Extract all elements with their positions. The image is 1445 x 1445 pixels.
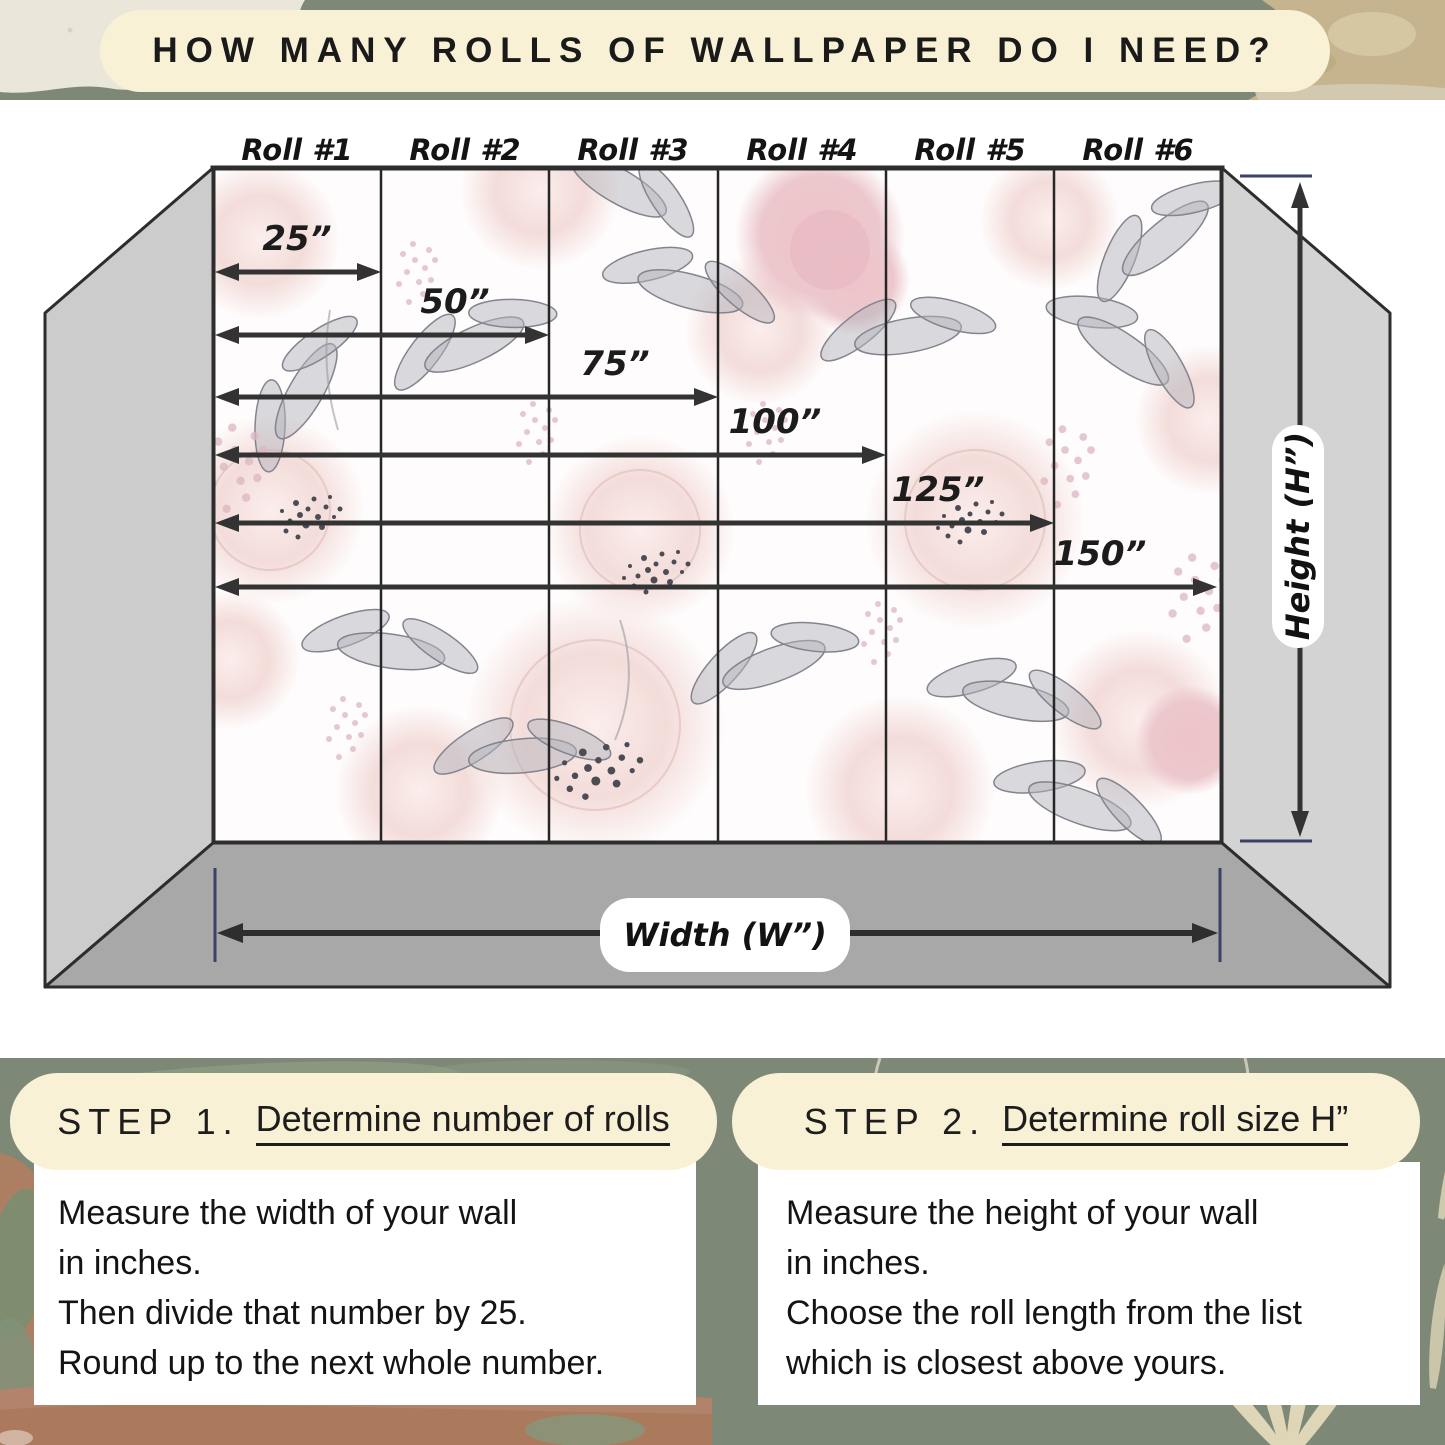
step1-body xyxy=(34,1162,696,1388)
measure-label-125: 125” xyxy=(891,470,985,510)
step2-line: in inches. xyxy=(786,1244,930,1282)
roll-label-1: Roll #1 xyxy=(241,133,353,167)
roll-label-4: Roll #4 xyxy=(746,133,858,167)
steps-section xyxy=(0,1058,1445,1445)
page-title: HOW MANY ROLLS OF WALLPAPER DO I NEED? xyxy=(152,31,1278,70)
step2-body xyxy=(758,1162,1420,1388)
measure-label-150: 150” xyxy=(1053,534,1147,574)
front-wall xyxy=(160,100,1285,885)
step2-heading: Determine roll size H” xyxy=(1002,1098,1348,1146)
height-label: Height (H”) xyxy=(1279,431,1317,641)
header-band xyxy=(0,0,1445,100)
roll-label-5: Roll #5 xyxy=(914,133,1026,167)
width-label: Width (W”) xyxy=(623,916,827,954)
step1-heading: Determine number of rolls xyxy=(256,1098,670,1146)
step2-line: Measure the height of your wall xyxy=(786,1194,1259,1232)
step1-line: Measure the width of your wall xyxy=(58,1194,518,1232)
step2-line: which is closest above yours. xyxy=(786,1344,1227,1382)
roll-label-3: Roll #3 xyxy=(577,133,689,167)
step2-line: Choose the roll length from the list xyxy=(786,1294,1302,1332)
step1-card xyxy=(34,1162,696,1405)
measure-label-25: 25” xyxy=(262,219,332,259)
height-arrow-head-top xyxy=(1291,182,1309,208)
step1-line: in inches. xyxy=(58,1244,202,1282)
measure-label-50: 50” xyxy=(420,282,490,322)
step2-header-pill xyxy=(732,1073,1420,1170)
step1-line: Then divide that number by 25. xyxy=(58,1294,527,1332)
step2-label: STEP 2. xyxy=(803,1100,987,1142)
step1-header-pill xyxy=(10,1073,717,1170)
title-banner xyxy=(100,10,1330,92)
step2-card xyxy=(758,1162,1420,1405)
measure-label-100: 100” xyxy=(728,402,822,442)
roll-label-6: Roll #6 xyxy=(1082,133,1194,167)
measure-label-75: 75” xyxy=(580,344,650,384)
roll-labels xyxy=(241,133,1193,167)
step1-label: STEP 1. xyxy=(57,1100,240,1142)
step1-line: Round up to the next whole number. xyxy=(58,1344,605,1382)
room-diagram xyxy=(0,100,1445,1058)
roll-label-2: Roll #2 xyxy=(409,133,521,167)
